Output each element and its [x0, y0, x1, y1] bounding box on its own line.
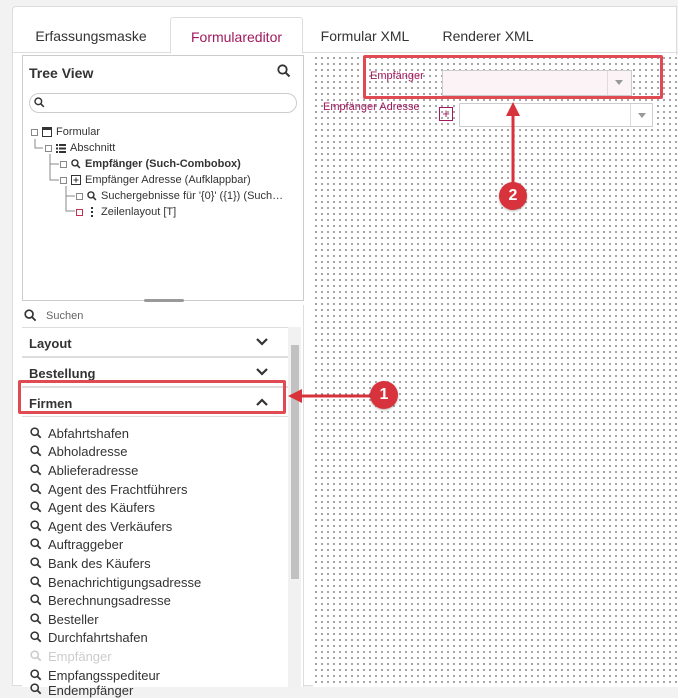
- tree-node-zeilenlayout[interactable]: [76, 206, 176, 218]
- vertical-dots-icon: [87, 207, 97, 217]
- search-icon: [30, 683, 42, 695]
- form-icon: [42, 127, 52, 137]
- search-icon: [30, 631, 42, 643]
- dropdown-button[interactable]: [630, 104, 652, 126]
- tree-node-label: Suchergebnisse für '{0}' ({1}) (Such…: [101, 190, 284, 202]
- list-item[interactable]: [30, 683, 134, 698]
- expand-toggle-icon[interactable]: [45, 145, 52, 152]
- list-item[interactable]: [30, 498, 155, 516]
- list-item[interactable]: [30, 424, 129, 442]
- search-icon: [30, 613, 42, 625]
- step-badge-2: 2: [499, 182, 527, 210]
- list-item[interactable]: [30, 535, 123, 553]
- tree-node-suchergebnisse[interactable]: [76, 190, 283, 202]
- left-panel: [22, 55, 304, 698]
- search-icon: [30, 669, 42, 681]
- list-item[interactable]: [30, 628, 148, 646]
- tab-formulareditor[interactable]: Formulareditor: [170, 17, 303, 54]
- list-item[interactable]: [30, 666, 160, 684]
- tree-node-empfaenger-adresse[interactable]: [60, 174, 251, 186]
- search-icon: [71, 159, 81, 169]
- search-icon: [24, 309, 37, 322]
- empfaenger-adresse-combobox[interactable]: [459, 103, 653, 127]
- list-item-label: Bank des Käufers: [48, 555, 151, 571]
- category-label: Layout: [29, 336, 72, 351]
- list-item[interactable]: [30, 442, 128, 460]
- tab-erfassungsmaske[interactable]: Erfassungsmaske: [35, 28, 147, 44]
- tree-node-label: Empfänger Adresse (Aufklappbar): [85, 174, 251, 186]
- list-item-label: Agent des Verkäufers: [48, 518, 173, 534]
- tab-formular-xml[interactable]: Formular XML: [320, 28, 410, 44]
- search-icon: [30, 538, 42, 550]
- search-icon: [87, 191, 97, 201]
- list-item[interactable]: [30, 461, 138, 479]
- expand-box-icon: [71, 175, 81, 185]
- tree-node-abschnitt[interactable]: [45, 142, 115, 154]
- checkbox-icon[interactable]: [76, 193, 83, 200]
- list-icon: [56, 143, 66, 153]
- step-badge-1: 1: [370, 381, 398, 409]
- empfaenger-adresse-label: Empfänger Adresse: [323, 101, 420, 113]
- search-icon: [30, 594, 42, 606]
- checkbox-icon[interactable]: [60, 161, 67, 168]
- list-item-disabled: [30, 647, 112, 665]
- tree-node-label: Formular: [56, 126, 101, 138]
- panel-splitter-handle[interactable]: [144, 299, 184, 302]
- search-icon: [30, 427, 42, 439]
- category-label: Bestellung: [29, 366, 96, 381]
- list-item[interactable]: [30, 480, 187, 498]
- search-icon: [30, 650, 42, 662]
- tab-renderer-xml[interactable]: Renderer XML: [442, 28, 534, 44]
- tree-node-label: Empfänger (Such-Combobox): [85, 158, 241, 170]
- expand-toggle-icon[interactable]: [60, 177, 67, 184]
- tab-bar: [13, 17, 678, 53]
- search-icon: [30, 557, 42, 569]
- list-item-label: Agent des Frachtführers: [48, 481, 188, 497]
- highlight-box-empfaenger: [363, 55, 663, 99]
- list-item[interactable]: [30, 591, 171, 609]
- list-item[interactable]: [30, 610, 99, 628]
- tree-node-label: Zeilenlayout [T]: [101, 206, 177, 218]
- expand-toggle-icon[interactable]: [76, 209, 83, 216]
- chevron-down-icon: [256, 338, 268, 346]
- list-item-label: Besteller: [48, 611, 99, 627]
- list-item[interactable]: [30, 554, 151, 572]
- list-item[interactable]: [30, 517, 172, 535]
- component-search-input[interactable]: [22, 305, 304, 327]
- tree-view-panel: [22, 55, 304, 301]
- category-layout[interactable]: [22, 327, 288, 357]
- search-icon: [30, 520, 42, 532]
- search-icon: [30, 483, 42, 495]
- list-item-label: Empfänger: [48, 648, 112, 664]
- list-item-label: Empfangsspediteur: [48, 667, 161, 683]
- list-item-label: Abholadresse: [48, 443, 128, 459]
- list-item-label: Ablieferadresse: [48, 462, 139, 478]
- expand-plus-button[interactable]: +: [439, 107, 453, 121]
- tree-node-empfaenger[interactable]: [60, 158, 241, 170]
- tree-node-formular[interactable]: [31, 126, 100, 138]
- tree-node-label: Abschnitt: [70, 142, 116, 154]
- search-icon: [30, 464, 42, 476]
- list-item-label: Auftraggeber: [48, 536, 124, 552]
- scrollbar-thumb[interactable]: [291, 345, 299, 579]
- form-canvas[interactable]: [313, 55, 678, 687]
- search-icon: [30, 501, 42, 513]
- tree-view-title: Tree View: [29, 65, 94, 81]
- list-item-label: Berechnungsadresse: [48, 592, 171, 608]
- search-icon: [30, 445, 42, 457]
- list-item[interactable]: [30, 573, 201, 591]
- palette-scrollbar[interactable]: [288, 327, 301, 687]
- editor-window: [12, 6, 677, 698]
- list-item-label: Benachrichtigungsadresse: [48, 574, 202, 590]
- list-item-label: Endempfänger: [48, 683, 134, 698]
- chevron-down-icon: [256, 368, 268, 376]
- empfaenger-label: Empfänger: [370, 70, 424, 82]
- caret-down-icon: [638, 113, 646, 118]
- list-item-label: Agent des Käufers: [48, 499, 155, 515]
- search-icon: [30, 576, 42, 588]
- list-item-label: Abfahrtshafen: [48, 425, 129, 441]
- highlight-box-firmen: [18, 380, 286, 414]
- expand-toggle-icon[interactable]: [31, 129, 38, 136]
- category-label: Firmen: [29, 396, 73, 411]
- list-item-label: Durchfahrtshafen: [48, 629, 148, 645]
- search-placeholder: Suchen: [46, 310, 84, 322]
- component-palette: [22, 305, 304, 698]
